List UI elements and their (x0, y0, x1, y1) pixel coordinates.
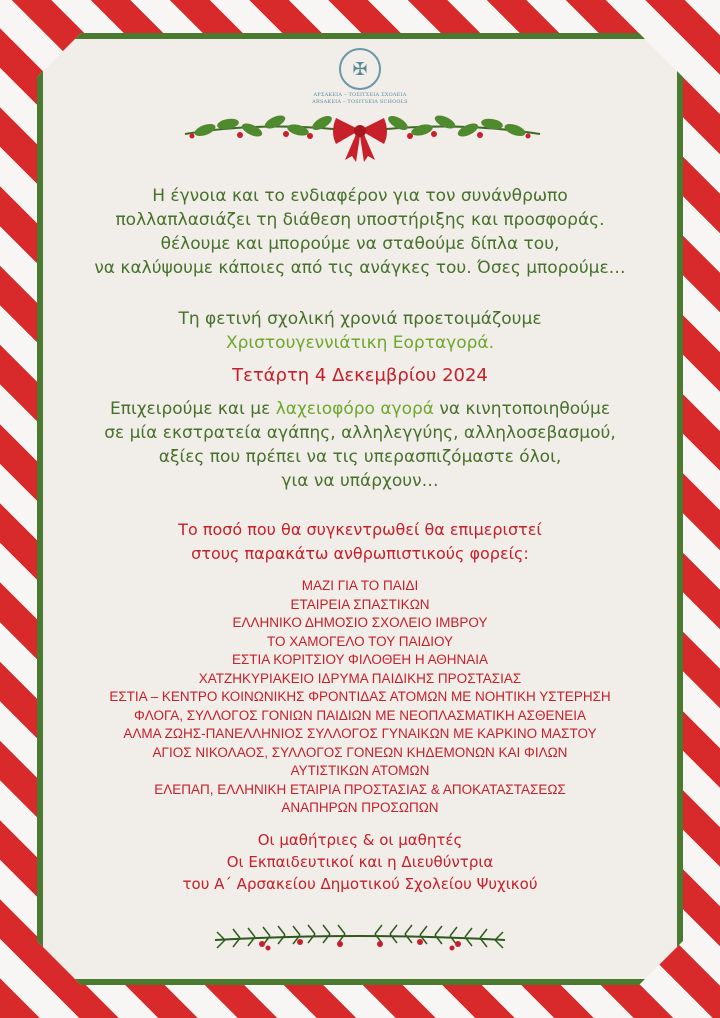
organization-item: ΜΑΖΙ ΓΙΑ ΤΟ ΠΑΙΔΙ (301, 578, 419, 593)
logo-line-1: ΑΡΣΑΚΕΙΑ – ΤΟΣΙΤΣΕΙΑ ΣΧΟΛΕΙΑ (313, 92, 407, 98)
distribution-note (0, 518, 720, 566)
organization-item: ΑΓΙΟΣ ΝΙΚΟΛΑΟΣ, ΣΥΛΛΟΓΟΣ ΓΟΝΕΩΝ ΚΗΔΕΜΟΝΩΝ ΚΑΙ ΦΙΛΩΝ (152, 744, 568, 760)
organization-item: ΑΥΤΙΣΤΙΚΩΝ ΑΤΟΜΩΝ (290, 763, 430, 778)
campaign-line-3: αξίες που πρέπει να τις υπερασπιζόμαστε όλοι, (158, 447, 562, 467)
signature (0, 829, 720, 895)
campaign-text: Επιχειρούμε και με (109, 399, 276, 419)
bazaar-highlight: Χριστουγεννιάτικη Εορταγορά. (225, 333, 495, 353)
organizations-list (0, 577, 720, 818)
organization-item: ΤΟ ΧΑΜΟΓΕΛΟ ΤΟΥ ΠΑΙΔΙΟΥ (266, 633, 454, 649)
organization-item: ΑΝΑΠΗΡΩΝ ΠΡΟΣΩΠΩΝ (281, 800, 439, 815)
organization-item: ΕΣΤΙΑ – ΚΕΝΤΡΟ ΚΟΙΝΩΝΙΚΗΣ ΦΡΟΝΤΙΔΑΣ ΑΤΟΜΩΝ ΜΕ ΝΟΗΤΙΚΗ ΥΣΤΕΡΗΣΗ (109, 689, 611, 704)
intro-line: πολλαπλασιάζει τη διάθεση υποστήριξης και προσφοράς. (115, 210, 605, 230)
intro-line: να καλύψουμε κάποιες από τις ανάγκες του. Όσες μπορούμε… (94, 258, 626, 278)
intro-line: Η έγνοια και το ενδιαφέρον για τον συνάνθρωπο (152, 186, 568, 206)
distribution-line: στους παρακάτω ανθρωπιστικούς φορείς: (191, 544, 529, 563)
organization-item: ΑΛΜΑ ΖΩΗΣ-ΠΑΝΕΛΛΗΝΙΟΣ ΣΥΛΛΟΓΟΣ ΓΥΝΑΙΚΩΝ ΜΕ ΚΑΡΚΙΝΟ ΜΑΣΤΟΥ (123, 726, 597, 741)
campaign-line-2: σε μία εκστρατεία αγάπης, αλληλεγγύης, αλληλοσεβασμού, (104, 423, 616, 443)
lottery-highlight: λαχειοφόρο αγορά (275, 399, 435, 419)
signature-line: του Α΄ Αρσακείου Δημοτικού Σχολείου Ψυχικού (182, 875, 538, 893)
signature-line: Οι μαθήτριες & οι μαθητές (257, 831, 463, 849)
holly-garland-with-bow-icon (0, 108, 720, 164)
announcement (0, 307, 720, 355)
organization-item: ΕΛΕΠΑΠ, ΕΛΛΗΝΙΚΗ ΕΤΑΙΡΙΑ ΠΡΟΣΤΑΣΙΑΣ & ΑΠΟΚΑΤΑΣΤΑΣΕΩΣ (154, 781, 566, 797)
campaign-paragraph (0, 397, 720, 493)
signature-line: Οι Εκπαιδευτικοί και η Διευθύντρια (226, 853, 494, 871)
organization-item: ΕΣΤΙΑ ΚΟΡΙΤΣΙΟΥ ΦΙΛΟΘΕΗ Η ΑΘΗΝΑΙΑ (231, 652, 489, 667)
intro-paragraph (0, 184, 720, 280)
campaign-line-1 (0, 397, 720, 421)
organization-item: ΧΑΤΖΗΚΥΡΙΑΚΕΙΟ ΙΔΡΥΜΑ ΠΑΙΔΙΚΗΣ ΠΡΟΣΤΑΣΙΑΣ (198, 670, 522, 686)
organization-item: ΦΛΟΓΑ, ΣΥΛΛΟΓΟΣ ΓΟΝΙΩΝ ΠΑΙΔΙΩΝ ΜΕ ΝΕΟΠΛΑΣΜΑΤΙΚΗ ΑΣΘΕΝΕΙΑ (134, 707, 586, 723)
school-seal-icon: ✠ (339, 48, 381, 90)
organization-item: ΕΛΛΗΝΙΚΟ ΔΗΜΟΣΙΟ ΣΧΟΛΕΙΟ ΙΜΒΡΟΥ (232, 615, 488, 630)
announcement-line: Τη φετινή σχολική χρονιά προετοιμάζουμε (178, 309, 542, 329)
pine-garland-icon (0, 922, 720, 962)
campaign-line-4: για να υπάρχουν… (281, 471, 439, 491)
distribution-line: Το ποσό που θα συγκεντρωθεί θα επιμεριστεί (178, 520, 542, 539)
campaign-text: να κινητοποιηθούμε (434, 399, 611, 419)
logo-line-2: ARSAKEIA – TOSITSEIA SCHOOLS (312, 99, 408, 105)
event-date: Τετάρτη 4 Δεκεμβρίου 2024 (232, 365, 488, 386)
intro-line: θέλουμε και μπορούμε να σταθούμε δίπλα του, (160, 234, 560, 254)
organization-item: ΕΤΑΙΡΕΙΑ ΣΠΑΣΤΙΚΩΝ (290, 596, 430, 612)
